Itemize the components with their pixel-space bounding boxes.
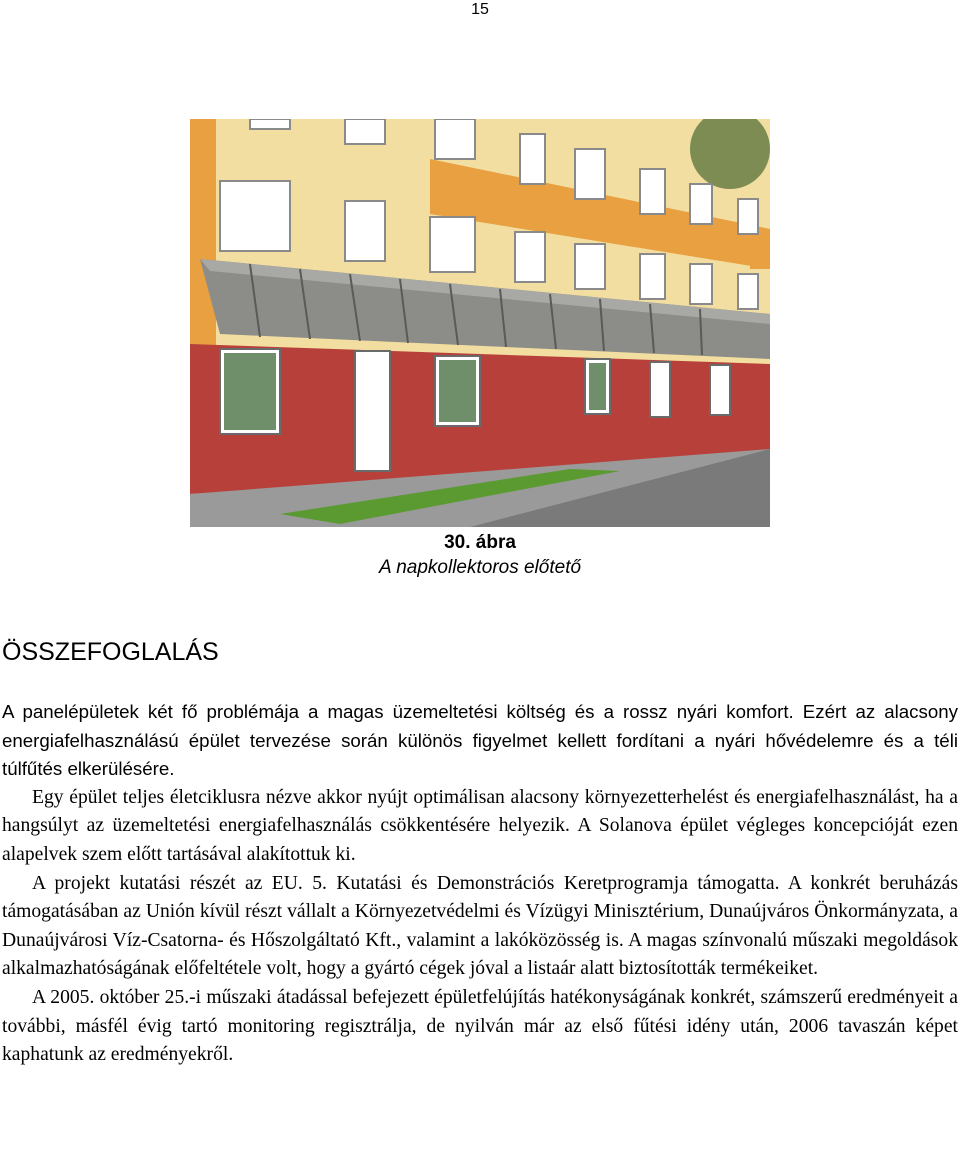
- page-number: 15: [471, 1, 489, 18]
- building-photo: [190, 119, 770, 527]
- building-illustration: [190, 119, 770, 527]
- paragraph: A 2005. október 25.-i műszaki átadással befejezett épületfelújítás hatékonyságának konkrét, számszerű eredményeit a további, másfél évig tartó monitoring regisztrálja, de nyilván már az első fűtési idény után, 2006 tavaszán képet kaphatunk az eredményekről.: [2, 986, 958, 1066]
- figure-number: 30. ábra: [444, 532, 516, 553]
- paragraph: Egy épület teljes életciklusra nézve akkor nyújt optimálisan alacsony környezetterhelést és energiafelhasználást, ha a hangsúlyt az üzemeltetési energiafelhasználás csökkentésére helyezik. A Solanova épület végleges koncepcióját ezen alapelvek szem előtt tartásával alakítottuk ki.: [2, 786, 958, 865]
- section-body: [2, 698, 958, 1070]
- section-heading: ÖSSZEFOGLALÁS: [2, 638, 219, 666]
- paragraph: A projekt kutatási részét az EU. 5. Kutatási és Demonstrációs Keretprogramja támogatta. A konkrét beruházás támogatásában az Unión kívül részt vállalt a Környezetvédelmi és Vízügyi Minisztérium, Dunaújváros Önkormányzata, a Dunaújvárosi Víz-Csatorna- és Hőszolgáltató Kft., valamint a lakóközösség is. A magas színvonalú műszaki megoldások alkalmazhatóságának előfeltétele volt, hogy a gyártó cégek jóval a listaár alatt biztosították termékeiket.: [2, 872, 958, 980]
- figure-caption: A napkollektoros előtető: [378, 557, 582, 578]
- paragraph: A panelépületek két fő problémája a magas üzemeltetési költség és a rossz nyári komfort. Ezért az alacsony energiafelhasználású épület tervezése során különös figyelmet kellett fordítani a nyári hővédelemre és a téli túlfűtés elkerülésére.: [2, 701, 958, 780]
